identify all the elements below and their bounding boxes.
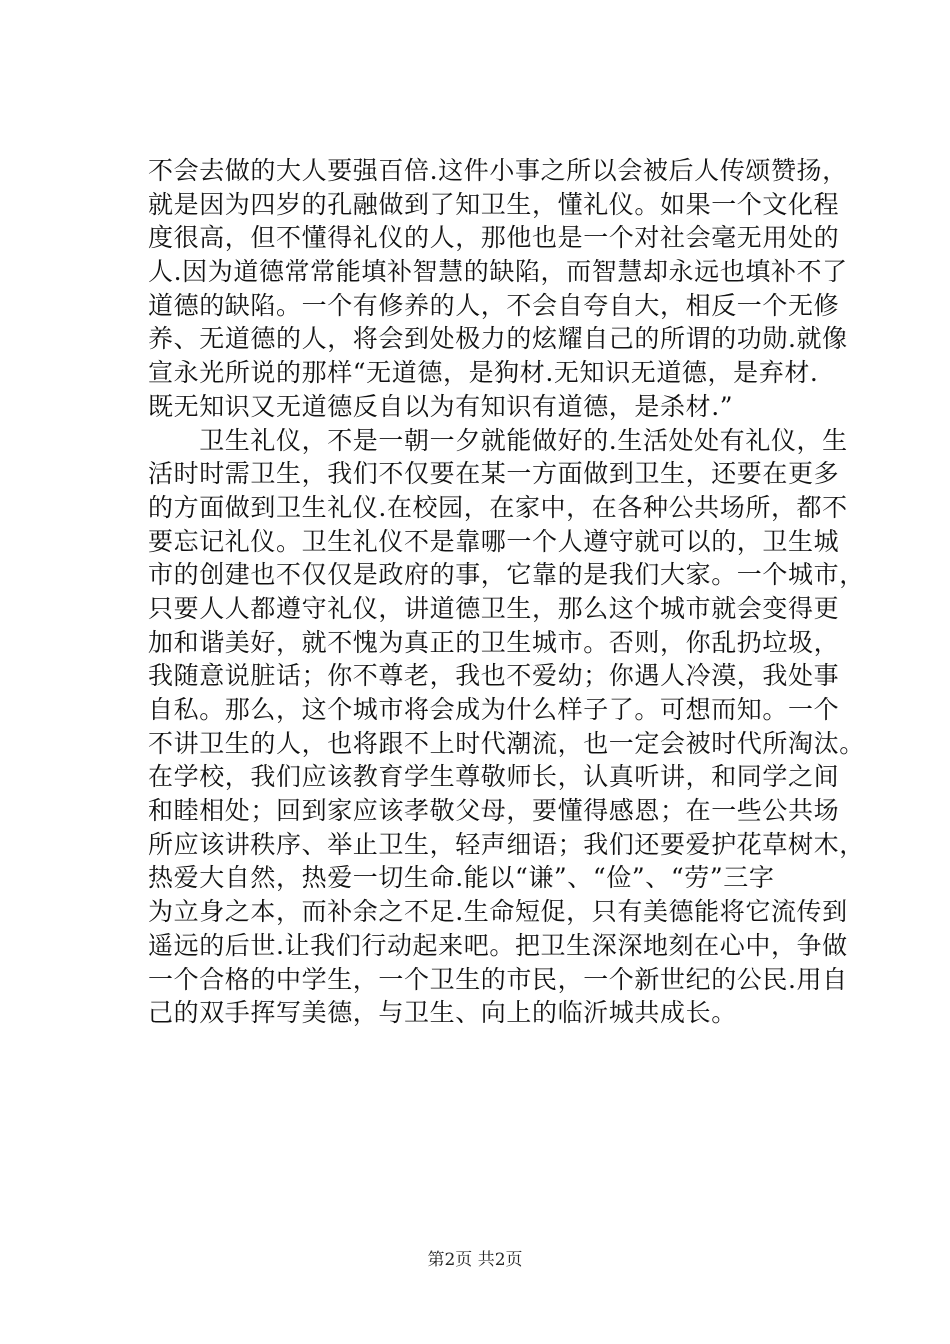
- text-line: 为立身之本，而补余之不足.生命短促，只有美德能将它流传到: [148, 897, 848, 927]
- text-line: 不会去做的大人要强百倍.这件小事之所以会被后人传颂赞扬，: [148, 156, 848, 185]
- text-line: 只要人人都遵守礼仪，讲道德卫生，那么这个城市就会变得更: [148, 593, 840, 623]
- text-line: 宣永光所说的那样“无道德，是狗材.无知识无道德，是弃材.: [148, 358, 819, 388]
- text-line: 所应该讲秩序、举止卫生，轻声细语；我们还要爱护花草树木，: [148, 829, 865, 859]
- text-line: 在学校，我们应该教育学生尊敬师长，认真听讲，和同学之间: [148, 762, 840, 792]
- text-line: 就是因为四岁的孔融做到了知卫生，懂礼仪。如果一个文化程: [148, 189, 840, 219]
- text-line: 市的创建也不仅仅是政府的事，它靠的是我们大家。一个城市，: [148, 560, 865, 590]
- text-line: 活时时需卫生，我们不仅要在某一方面做到卫生，还要在更多: [148, 459, 840, 489]
- text-line: 加和谐美好，就不愧为真正的卫生城市。否则，你乱扔垃圾，: [148, 627, 840, 657]
- text-line: 养、无道德的人，将会到处极力的炫耀自己的所谓的功勋.就像: [148, 324, 848, 354]
- text-line: 自私。那么，这个城市将会成为什么样子了。可想而知。一个: [148, 695, 840, 724]
- text-line: 己的双手挥写美德，与卫生、向上的临沂城共成长。: [148, 998, 737, 1028]
- page-footer: 第2页 共2页: [427, 1250, 523, 1270]
- text-line: 要忘记礼仪。卫生礼仪不是靠哪一个人遵守就可以的，卫生城: [148, 526, 840, 556]
- text-line: 度很高，但不懂得礼仪的人，那他也是一个对社会毫无用处的: [148, 223, 840, 253]
- text-line: 遥远的后世.让我们行动起来吧。把卫生深深地刻在心中，争做: [148, 930, 848, 960]
- text-line: 人.因为道德常常能填补智慧的缺陷，而智慧却永远也填补不了: [148, 257, 848, 287]
- text-line: 卫生礼仪，不是一朝一夕就能做好的.生活处处有礼仪，生: [148, 425, 848, 455]
- text-line: 热爱大自然，热爱一切生命.能以“谦”、“俭”、“劳”三字: [148, 863, 775, 893]
- text-line: 不讲卫生的人，也将跟不上时代潮流，也一定会被时代所淘汰。: [148, 728, 865, 758]
- text-line: 的方面做到卫生礼仪.在校园，在家中，在各种公共场所，都不: [148, 492, 848, 522]
- text-line: 道德的缺陷。一个有修养的人，不会自夸自大，相反一个无修: [148, 290, 840, 320]
- body-text: [148, 154, 865, 1030]
- text-line: 我随意说脏话；你不尊老，我也不爱幼；你遇人冷漠，我处事: [148, 661, 840, 691]
- text-line: 一个合格的中学生，一个卫生的市民，一个新世纪的公民.用自: [148, 964, 848, 994]
- text-line: 既无知识又无道德反自以为有知识有道德，是杀材.”: [148, 391, 734, 421]
- text-line: 和睦相处；回到家应该孝敬父母，要懂得感恩；在一些公共场: [148, 796, 840, 826]
